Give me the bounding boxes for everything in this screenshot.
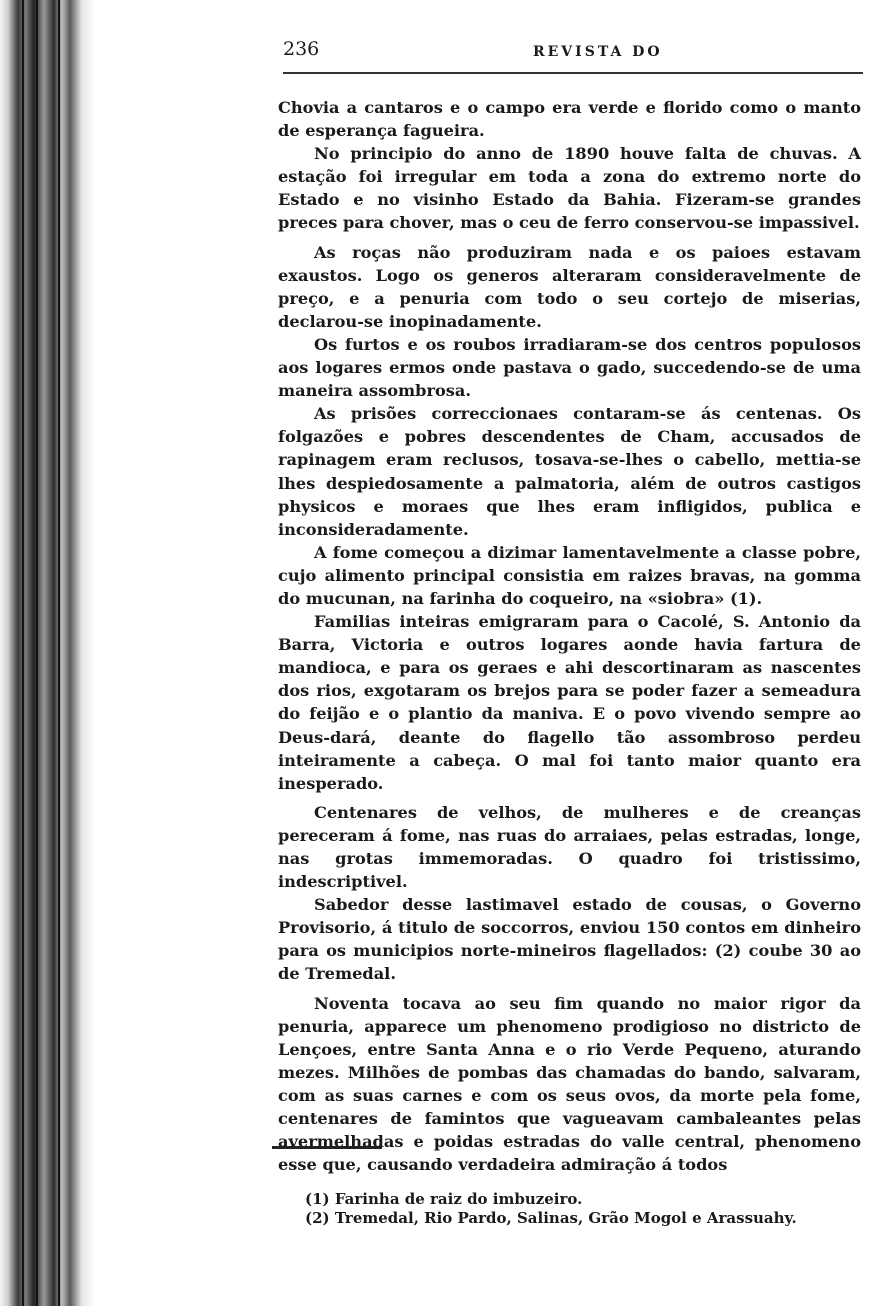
book-binding-edge — [0, 0, 96, 1306]
paragraph: Familias inteiras emigraram para o Cacolé, S. Antonio da Barra, Victoria e outros logares aonde havia fartura de mandioca, e para os geraes e ahi descortinaram as nascentes dos rios, exgotaram os brejos para se poder fazer a semeadura do feijão e o plantio da maniva. E o povo vivendo sempre ao Deus-dará, deante do flagello tão assombroso perdeu inteiramente a cabeça. O mal foi tanto maior quanto era inesperado. — [278, 612, 861, 793]
paragraph: As prisões correccionaes contaram-se ás centenas. Os folgazões e pobres descendentes de Cham, accusados de rapinagem eram reclusos, tosava-se-lhes o cabello, mettia-se lhes despiedosamente a palmatoria, além de outros castigos physicos e moraes que lhes eram infligidos, publica e inconsideradamente. — [278, 404, 861, 539]
paragraph: Os furtos e os roubos irradiaram-se dos centros populosos aos logares ermos onde pastava o gado, succedendo-se de uma maneira assombrosa. — [278, 334, 861, 401]
binding-shadow-line — [22, 0, 24, 1306]
footnote-rule — [272, 1146, 382, 1149]
footnotes — [305, 1190, 865, 1228]
paragraph: Noventa tocava ao seu fim quando no maior rigor da penuria, apparece um phenomeno prodigioso no districto de Lençoes, entre Santa Anna e o rio Verde Pequeno, aturando mezes. Milhões de pombas das chamadas do bando, salvaram, com as suas carnes e com os seus ovos, da morte pela fome, centenares de famintos que vagueavam cambaleantes pelas avermelhadas e poidas estradas do valle central, phenomeno esse que, causando verdadeira admiração á todos — [278, 993, 861, 1175]
binding-shadow-line — [58, 0, 60, 1306]
paragraph: As roças não produziram nada e os paioes estavam exaustos. Logo os generos alteraram consideravelmente de preço, e a penuria com todo o seu cortejo de miserias, declarou-se inopinadamente. — [278, 242, 861, 331]
paragraph: A fome começou a dizimar lamentavelmente a classe pobre, cujo alimento principal consistia em raizes bravas, na gomma do mucunan, na farinha do coqueiro, na «siobra» (1). — [278, 542, 861, 608]
page-number: 236 — [283, 38, 320, 60]
paragraph: No principio do anno de 1890 houve falta de chuvas. A estação foi irregular em toda a zona do extremo norte do Estado e no visinho Estado da Bahia. Fizeram-se grandes preces para chover, mas o ceu de ferro conservou-se impassivel. — [278, 144, 861, 233]
page-header — [283, 38, 863, 68]
header-rule — [283, 72, 863, 74]
running-title: REVISTA DO — [533, 44, 663, 60]
binding-shadow-line — [36, 0, 38, 1306]
paragraph: Sabedor desse lastimavel estado de cousas, o Governo Provisorio, á titulo de soccorros, enviou 150 contos em dinheiro para os municipios norte-mineiros flagellados: (2) coube 30 ao de Tremedal. — [278, 895, 861, 984]
body-text — [278, 96, 861, 1176]
paragraph: Chovia a cantaros e o campo era verde e florido como o manto de esperança fagueira. — [278, 98, 861, 141]
paragraph: Centenares de velhos, de mulheres e de creanças pereceram á fome, nas ruas do arraiaes, pelas estradas, longe, nas grotas immemoradas. O quadro foi tristissimo, indescriptivel. — [278, 802, 861, 892]
footnote: (1) Farinha de raiz do imbuzeiro. — [305, 1190, 583, 1208]
footnote: (2) Tremedal, Rio Pardo, Salinas, Grão Mogol e Arassuahy. — [305, 1209, 797, 1227]
